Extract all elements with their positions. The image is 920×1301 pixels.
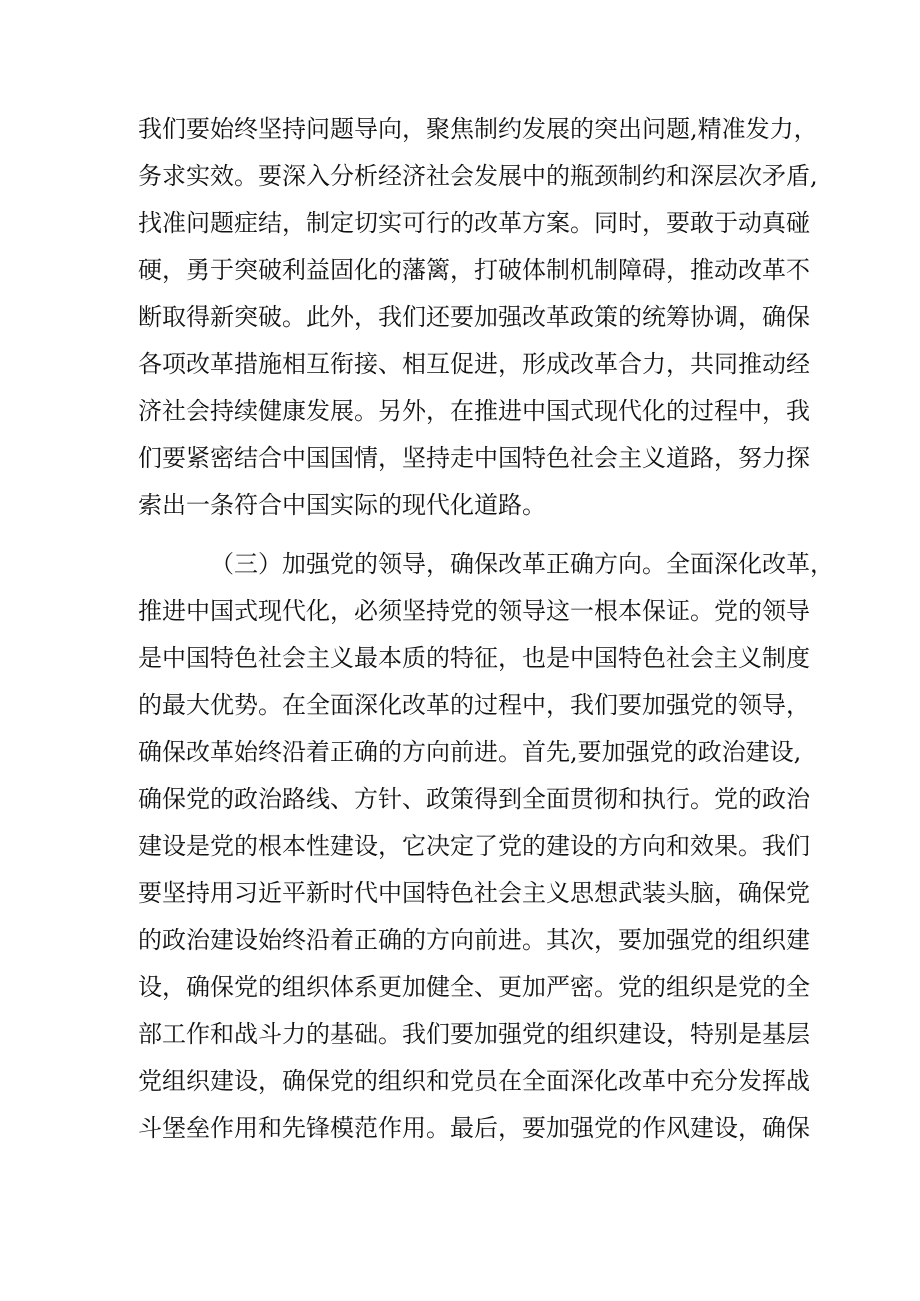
section-heading-line: （三）加强党的领导，确保改革正确方向。全面深化改革， bbox=[210, 550, 834, 578]
text-line: 设，确保党的组织体系更加健全、更加严密。党的组织是党的全 bbox=[138, 973, 810, 1001]
text-line: 务求实效。要深入分析经济社会发展中的瓶颈制约和深层次矛盾, bbox=[138, 162, 818, 190]
text-line: 们要紧密结合中国国情，坚持走中国特色社会主义道路，努力探 bbox=[138, 444, 810, 472]
text-line: 推进中国式现代化，必须坚持党的领导这一根本保证。党的领导 bbox=[138, 597, 810, 625]
text-line: 党组织建设，确保党的组织和党员在全面深化改革中充分发挥战 bbox=[138, 1067, 810, 1095]
text-line: 部工作和战斗力的基础。我们要加强党的组织建设，特别是基层 bbox=[138, 1020, 810, 1048]
text-line: 斗堡垒作用和先锋模范作用。最后，要加强党的作风建设，确保 bbox=[138, 1114, 810, 1142]
text-line: 的政治建设始终沿着正确的方向前进。其次，要加强党的组织建 bbox=[138, 926, 810, 954]
text-line: 济社会持续健康发展。另外，在推进中国式现代化的过程中，我 bbox=[138, 397, 810, 425]
text-line: 建设是党的根本性建设，它决定了党的建设的方向和效果。我们 bbox=[138, 832, 810, 860]
text-line: 硬，勇于突破利益固化的藩篱，打破体制机制障碍，推动改革不 bbox=[138, 256, 810, 284]
text-line: 确保改革始终沿着正确的方向前进。首先,要加强党的政治建设, bbox=[138, 738, 802, 766]
text-line: 各项改革措施相互衔接、相互促进，形成改革合力，共同推动经 bbox=[138, 350, 810, 378]
text-line: 断取得新突破。此外，我们还要加强改革政策的统筹协调，确保 bbox=[138, 303, 810, 331]
text-line: 我们要始终坚持问题导向，聚焦制约发展的突出问题,精准发力， bbox=[138, 115, 818, 143]
text-line: 找准问题症结，制定切实可行的改革方案。同时，要敢于动真碰 bbox=[138, 209, 810, 237]
text-line: 索出一条符合中国实际的现代化道路。 bbox=[138, 491, 546, 519]
text-line: 的最大优势。在全面深化改革的过程中，我们要加强党的领导， bbox=[138, 691, 810, 719]
text-line: 确保党的政治路线、方针、政策得到全面贯彻和执行。党的政治 bbox=[138, 785, 810, 813]
text-line: 是中国特色社会主义最本质的特征，也是中国特色社会主义制度 bbox=[138, 644, 810, 672]
text-line: 要坚持用习近平新时代中国特色社会主义思想武装头脑，确保党 bbox=[138, 879, 810, 907]
